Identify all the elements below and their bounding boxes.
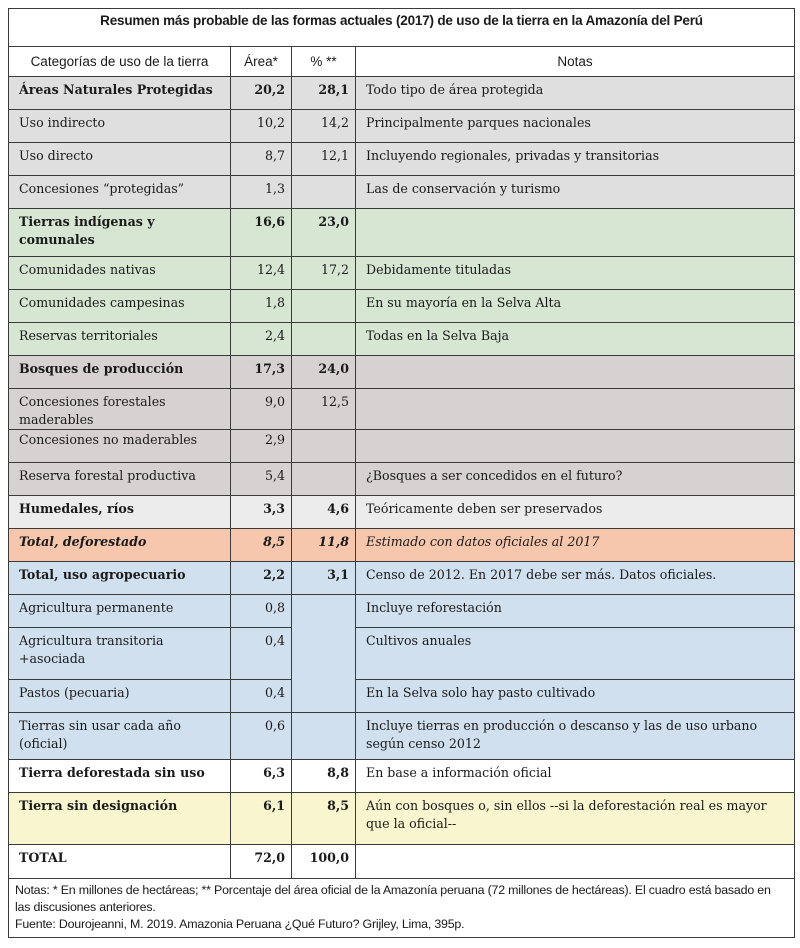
cell-category: Agricultura permanente [9,595,231,628]
land-use-table-container [8,8,794,938]
cell-notes: Principalmente parques nacionales [356,110,795,143]
cell-percent: 100,0 [292,845,356,879]
cell-area: 10,2 [231,110,292,143]
cell-percent: 28,1 [292,77,356,110]
table-row-total [9,845,795,879]
cell-area: 0,4 [231,628,292,680]
cell-notes: En la Selva solo hay pasto cultivado [356,680,795,713]
cell-notes [356,389,795,430]
cell-percent [292,323,356,356]
cell-notes: Cultivos anuales [356,628,795,680]
cell-area: 8,5 [231,529,292,562]
table-row [9,143,795,176]
table-row [9,110,795,143]
cell-category: Uso indirecto [9,110,231,143]
cell-percent: 23,0 [292,209,356,257]
table-row [9,290,795,323]
cell-notes: En su mayoría en la Selva Alta [356,290,795,323]
cell-category: Pastos (pecuaria) [9,680,231,713]
cell-notes [356,430,795,463]
cell-category: Concesiones no maderables [9,430,231,463]
land-use-table [8,8,795,938]
cell-percent: 8,8 [292,760,356,793]
cell-category: Comunidades campesinas [9,290,231,323]
header-category: Categorías de uso de la tierra [9,47,231,77]
cell-area: 0,6 [231,713,292,760]
cell-area: 3,3 [231,496,292,529]
cell-percent: 24,0 [292,356,356,389]
cell-area: 8,7 [231,143,292,176]
cell-category: Reserva forestal productiva [9,463,231,496]
cell-category: TOTAL [9,845,231,879]
cell-percent [292,430,356,463]
table-row-indigenous-lands [9,209,795,257]
cell-notes: Incluye tierras en producción o descanso y las de uso urbano según censo 2012 [356,713,795,760]
cell-area: 6,1 [231,793,292,845]
cell-percent-merged [292,595,356,713]
cell-area: 17,3 [231,356,292,389]
cell-area: 72,0 [231,845,292,879]
cell-notes: En base a información oficial [356,760,795,793]
cell-notes: Teóricamente deben ser preservados [356,496,795,529]
table-row [9,389,795,430]
cell-notes: Incluyendo regionales, privadas y transitorias [356,143,795,176]
cell-percent [292,713,356,760]
table-row-production-forests [9,356,795,389]
cell-category: Agricultura transitoria +asociada [9,628,231,680]
cell-area: 0,4 [231,680,292,713]
cell-category: Tierras indígenas y comunales [9,209,231,257]
table-row [9,680,795,713]
cell-category: Tierra deforestada sin uso [9,760,231,793]
cell-notes: Estimado con datos oficiales al 2017 [356,529,795,562]
cell-category: Total, deforestado [9,529,231,562]
cell-notes [356,845,795,879]
cell-notes: Debidamente tituladas [356,257,795,290]
cell-area: 2,2 [231,562,292,595]
cell-area: 16,6 [231,209,292,257]
cell-percent: 3,1 [292,562,356,595]
cell-area: 2,4 [231,323,292,356]
table-row [9,628,795,680]
cell-notes [356,356,795,389]
cell-area: 2,9 [231,430,292,463]
cell-area: 5,4 [231,463,292,496]
cell-notes: Todo tipo de área protegida [356,77,795,110]
footer-source: Fuente: Dourojeanni, M. 2019. Amazonia Peruana ¿Qué Futuro? Grijley, Lima, 395p. [15,917,465,931]
table-row [9,257,795,290]
cell-notes [356,209,795,257]
cell-percent [292,176,356,209]
cell-notes: Todas en la Selva Baja [356,323,795,356]
cell-notes: Aún con bosques o, sin ellos --si la deforestación real es mayor que la oficial-- [356,793,795,845]
cell-category: Tierras sin usar cada año (oficial) [9,713,231,760]
table-row-wetlands [9,496,795,529]
table-footer-row [9,879,795,938]
cell-percent: 4,6 [292,496,356,529]
table-row-deforested [9,529,795,562]
cell-percent: 11,8 [292,529,356,562]
table-header-row [9,47,795,77]
table-title: Resumen más probable de las formas actuales (2017) de uso de la tierra en la Amazonía del Perú [9,9,795,47]
header-percent: % ** [292,47,356,77]
table-footer [9,879,795,938]
cell-category: Tierra sin designación [9,793,231,845]
cell-category: Uso directo [9,143,231,176]
table-row-undesignated [9,793,795,845]
cell-category: Total, uso agropecuario [9,562,231,595]
table-row [9,176,795,209]
table-row-deforested-unused [9,760,795,793]
cell-area: 1,8 [231,290,292,323]
cell-category: Reservas territoriales [9,323,231,356]
cell-notes: Incluye reforestación [356,595,795,628]
cell-notes: ¿Bosques a ser concedidos en el futuro? [356,463,795,496]
cell-area: 20,2 [231,77,292,110]
cell-area: 9,0 [231,389,292,430]
cell-category: Humedales, ríos [9,496,231,529]
cell-area: 6,3 [231,760,292,793]
cell-percent [292,290,356,323]
header-area: Área* [231,47,292,77]
table-row [9,463,795,496]
table-row [9,430,795,463]
footer-notes: Notas: * En millones de hectáreas; ** Porcentaje del área oficial de la Amazonía peruana (72 millones de hectáreas). El cuadro está basado en las discusiones anteriores. [15,883,771,914]
cell-percent: 14,2 [292,110,356,143]
table-row [9,713,795,760]
cell-category: Concesiones “protegidas” [9,176,231,209]
cell-category: Bosques de producción [9,356,231,389]
header-notes: Notas [356,47,795,77]
cell-percent: 12,5 [292,389,356,430]
table-row-protected-areas [9,77,795,110]
table-row-agriculture [9,562,795,595]
cell-percent: 8,5 [292,793,356,845]
cell-category: Comunidades nativas [9,257,231,290]
cell-area: 12,4 [231,257,292,290]
cell-percent [292,463,356,496]
cell-category: Concesiones forestales maderables [9,389,231,430]
cell-notes: Las de conservación y turismo [356,176,795,209]
cell-area: 1,3 [231,176,292,209]
cell-category: Áreas Naturales Protegidas [9,77,231,110]
cell-percent: 12,1 [292,143,356,176]
cell-notes: Censo de 2012. En 2017 debe ser más. Datos oficiales. [356,562,795,595]
table-row [9,595,795,628]
cell-area: 0,8 [231,595,292,628]
cell-percent: 17,2 [292,257,356,290]
table-row [9,323,795,356]
